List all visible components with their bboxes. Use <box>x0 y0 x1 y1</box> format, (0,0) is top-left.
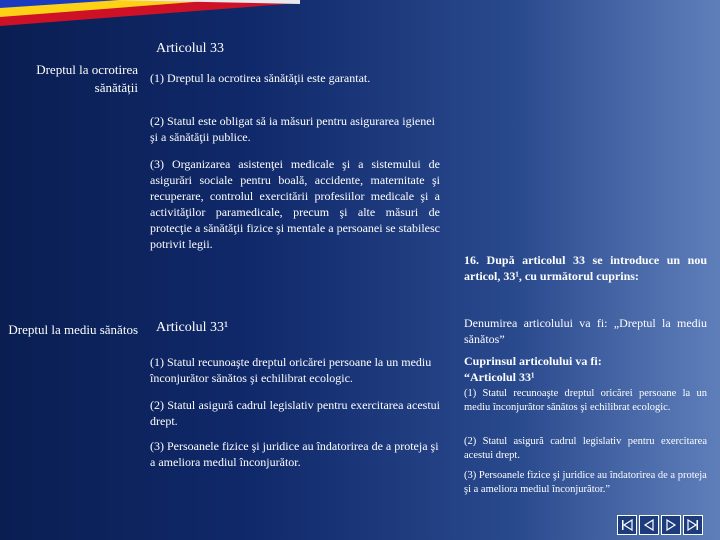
article-33-1-paragraph-3: (3) Persoanele fizice şi juridice au îndatorirea de a proteja şi a ameliora mediul înconjurător. <box>150 439 439 469</box>
first-slide-button[interactable] <box>617 515 637 535</box>
next-slide-button[interactable] <box>661 515 681 535</box>
right-paragraph-1: (1) Statul recunoaşte dreptul oricărei persoane la un mediu înconjurător sănătos şi echilibrat ecologic. <box>464 388 707 413</box>
first-slide-icon <box>620 518 634 532</box>
article-content-label: Cuprinsul articolului va fi: <box>464 354 602 368</box>
article-33-1-paragraph-1: (1) Statul recunoaşte dreptul oricărei persoane la un mediu înconjurător sănătos şi echilibrat ecologic. <box>150 355 432 385</box>
previous-slide-button[interactable] <box>639 515 659 535</box>
side-label-environment: Dreptul la mediu sănătos <box>8 322 138 337</box>
flag-decoration <box>0 0 720 50</box>
article-title-note: Denumirea articolului va fi: „Dreptul la mediu sănătos” <box>464 316 707 346</box>
article-33-paragraph-1: (1) Dreptul la ocrotirea sănătăţii este garantat. <box>150 71 371 85</box>
amendment-16-intro: 16. După articolul 33 se introduce un nou articol, 33¹, cu următorul cuprins: <box>464 253 707 283</box>
article-33-1-heading: Articolul 33¹ <box>156 320 229 335</box>
right-paragraph-3: (3) Persoanele fizice şi juridice au îndatorirea de a proteja şi a ameliora mediul înconjurător.” <box>464 470 707 495</box>
previous-slide-icon <box>642 518 656 532</box>
last-slide-button[interactable] <box>683 515 703 535</box>
article-33-heading: Articolul 33 <box>156 41 225 56</box>
article-33-paragraph-3: (3) Organizarea asistenţei medicale şi a sistemului de asigurări sociale pentru boală, accidente, maternitate şi recuperare, controlul exercitării profesiilor medicale şi a activităţilor paramedicale, precum şi alte măsuri de protecţie a sănătăţii fizice şi mentale a persoanei se stabilesc potrivit legii. <box>150 157 440 251</box>
side-label-health: Dreptul la ocrotirea sănătății <box>36 62 138 95</box>
article-33-1-paragraph-2: (2) Statul asigură cadrul legislativ pentru exercitarea acestui drept. <box>150 398 440 428</box>
article-33-1-quote-heading: “Articolul 33¹ <box>464 370 535 384</box>
next-slide-icon <box>664 518 678 532</box>
right-paragraph-2: (2) Statul asigură cadrul legislativ pentru exercitarea acestui drept. <box>464 436 707 461</box>
slide-navigation <box>617 515 703 535</box>
article-33-paragraph-2: (2) Statul este obligat să ia măsuri pentru asigurarea igienei şi a sănătăţii publice. <box>150 114 435 144</box>
last-slide-icon <box>686 518 700 532</box>
